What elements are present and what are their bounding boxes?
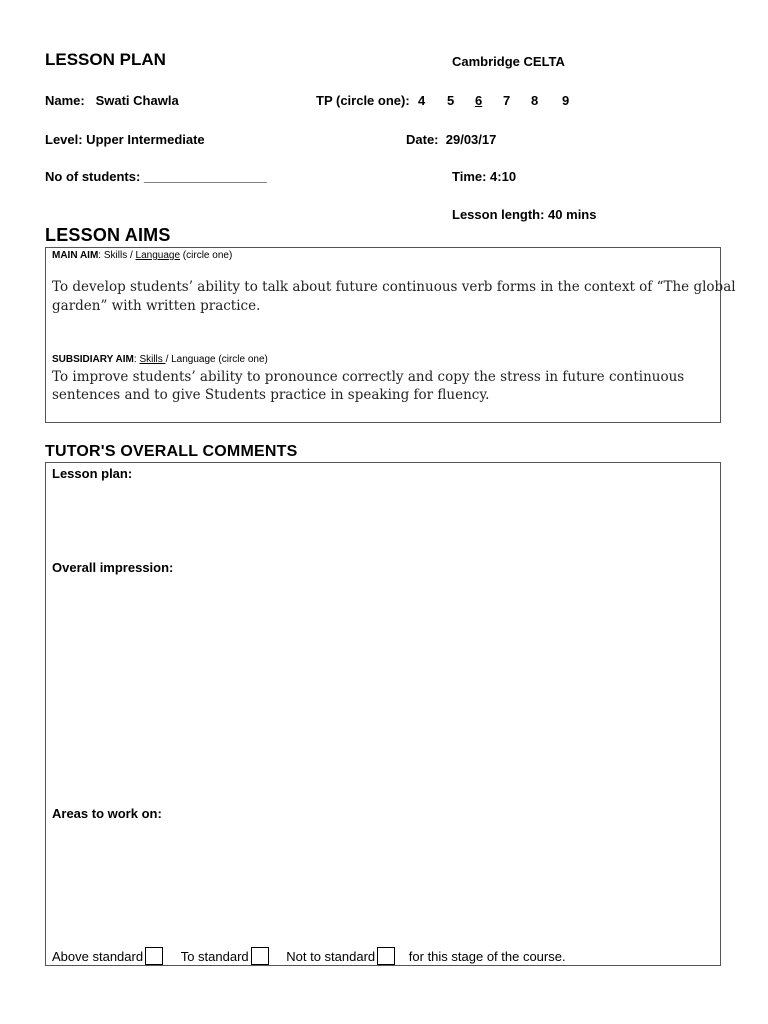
lesson-aims-box (45, 247, 736, 423)
main-aim-suffix: (circle one) (180, 250, 233, 261)
above-standard-label: Above standard (52, 949, 144, 964)
subsidiary-aim-skills-underlined: Skills (139, 354, 166, 365)
tp-option-7: 7 (503, 93, 511, 108)
tp-option-8: 8 (531, 93, 539, 108)
subsidiary-aim-label-row (52, 354, 268, 365)
lesson-length: Lesson length: 40 mins (452, 207, 597, 222)
subsidiary-aim-colon: : (133, 354, 140, 365)
areas-to-work-on-label: Areas to work on: (52, 806, 162, 821)
not-to-standard-checkbox[interactable] (377, 947, 395, 965)
name-row (45, 93, 179, 108)
overall-impression-label: Overall impression: (52, 560, 174, 575)
date-label: Date: (406, 132, 439, 147)
main-aim-text-line-2: garden” with written practice. (52, 298, 261, 314)
lesson-aims-heading: LESSON AIMS (45, 225, 171, 245)
subsidiary-aim-text-line-2: sentences and to give Students practice in speaking for fluency. (52, 387, 490, 403)
level: Level: Upper Intermediate (45, 132, 205, 147)
time: Time: 4:10 (452, 169, 517, 184)
tutor-comments-heading: TUTOR'S OVERALL COMMENTS (45, 443, 298, 460)
date-row (406, 132, 496, 147)
to-standard-label: To standard (180, 949, 249, 964)
tp-option-9: 9 (562, 93, 570, 108)
name-value: Swati Chawla (95, 93, 179, 108)
main-aim-label-row (52, 250, 232, 261)
standard-row (52, 947, 566, 965)
stage-suffix: for this stage of the course. (408, 949, 566, 964)
subsidiary-aim-label: SUBSIDIARY AIM (52, 354, 134, 365)
subsidiary-aim-suffix: / Language (circle one) (165, 354, 268, 365)
course-name: Cambridge CELTA (452, 54, 565, 69)
tp-option-5: 5 (447, 93, 455, 108)
tp-option-6-selected: 6 (475, 93, 483, 108)
tp-label: TP (circle one): (316, 93, 410, 108)
above-standard-checkbox[interactable] (145, 947, 163, 965)
main-aim-colon: : Skills / (98, 250, 136, 261)
not-to-standard-label: Not to standard (286, 949, 376, 964)
name-label: Name: (45, 93, 85, 108)
tp-option-4: 4 (418, 93, 426, 108)
no-of-students: No of students: _________________ (45, 169, 267, 184)
to-standard-checkbox[interactable] (251, 947, 269, 965)
main-aim-language-underlined: Language (135, 250, 181, 261)
tp-row (316, 93, 410, 108)
page-title: LESSON PLAN (45, 50, 166, 69)
lesson-plan-label: Lesson plan: (52, 466, 133, 481)
main-aim-label: MAIN AIM (52, 250, 99, 261)
date-value: 29/03/17 (445, 132, 497, 147)
main-aim-text-line-1: To develop students’ ability to talk about future continuous verb forms in the context of “The global (52, 279, 736, 295)
subsidiary-aim-text-line-1: To improve students’ ability to pronounce correctly and copy the stress in future continuous (52, 369, 685, 385)
tutor-comments-box (45, 462, 721, 966)
